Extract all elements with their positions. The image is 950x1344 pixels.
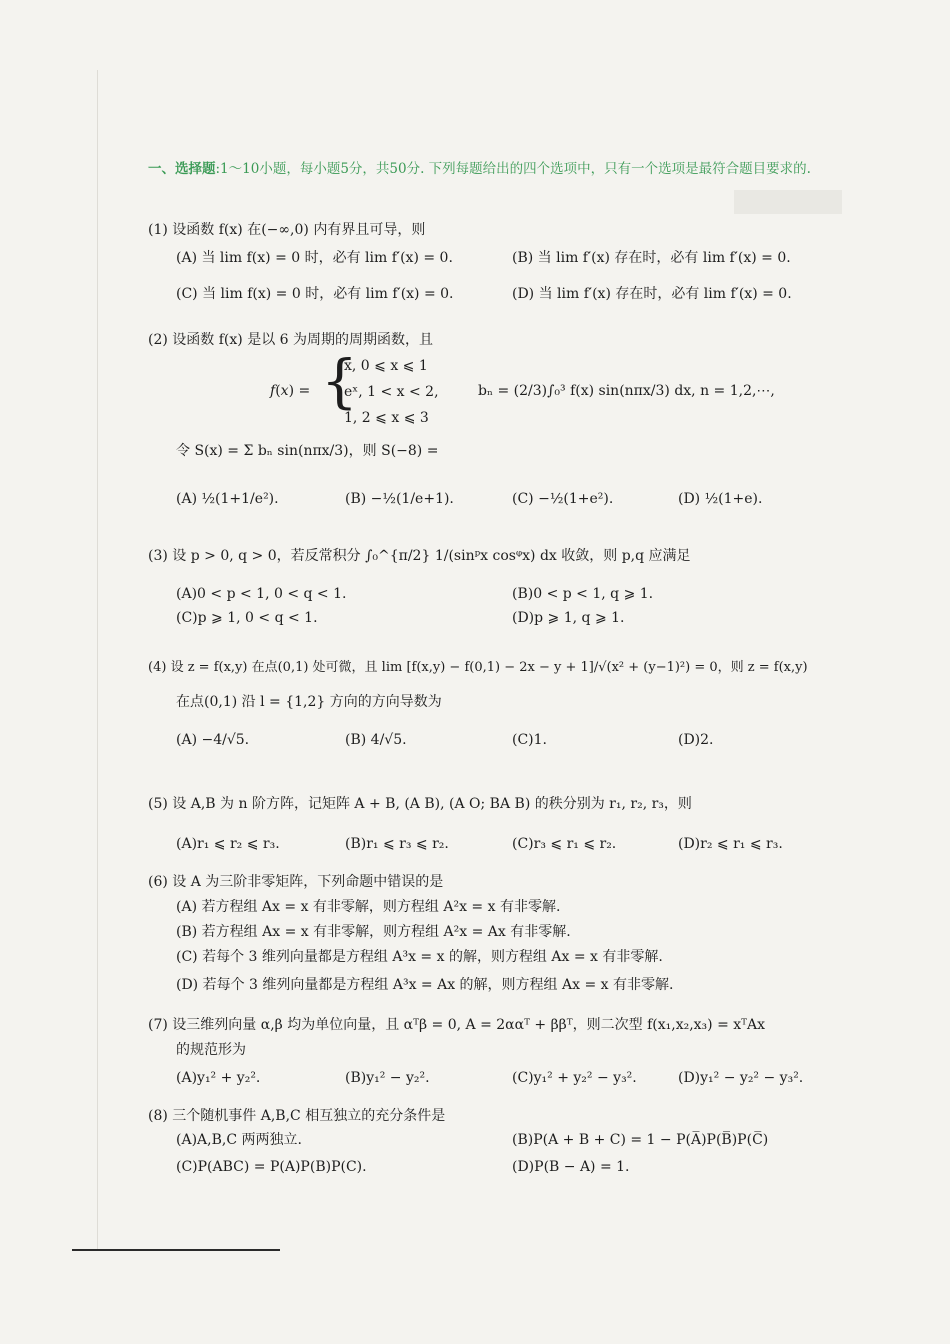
section-header [148, 158, 848, 181]
question-7-stem [148, 1015, 765, 1035]
q6-option-c: (C) 若每个 3 维列向量都是方程组 A³x = x 的解，则方程组 Ax = x 有非零解. [176, 949, 663, 965]
q3-option-a: (A)0 < p < 1, 0 < q < 1. [176, 586, 347, 602]
series-definition: 令 S(x) = Σ bₙ sin(nπx/3)，则 S(−8) = [176, 443, 439, 459]
q5-option-b: (B)r₁ ⩽ r₃ ⩽ r₂. [345, 836, 449, 852]
fourier-coefficient: bₙ = (2/3)∫₀³ f(x) sin(nπx/3) dx, n = 1,2,⋯, [478, 383, 775, 399]
q8-option-a: (A)A,B,C 两两独立. [176, 1132, 302, 1148]
q1-option-c: (C) 当 lim f(x) = 0 时，必有 lim f′(x) = 0. [176, 286, 454, 302]
q3-option-b: (B)0 < p < 1, q ⩾ 1. [512, 586, 654, 602]
piecewise-row-3: 1, 2 ⩽ x ⩽ 3 [344, 410, 429, 426]
question-1-stem [148, 220, 425, 240]
question-number: (7) [148, 1017, 168, 1033]
q6-option-a: (A) 若方程组 Ax = x 有非零解，则方程组 A²x = x 有非零解. [176, 899, 561, 915]
question-number: (5) [148, 796, 168, 812]
question-6-stem [148, 872, 443, 892]
q4-option-a: (A) −4/√5. [176, 732, 250, 748]
question-text: 设三维列向量 α,β 均为单位向量，且 αᵀβ = 0, A = 2ααᵀ + ββᵀ，则二次型 f(x₁,x₂,x₃) = xᵀAx [172, 1017, 766, 1033]
question-8-stem [148, 1106, 445, 1126]
q6-option-b: (B) 若方程组 Ax = x 有非零解，则方程组 A²x = Ax 有非零解. [176, 924, 571, 940]
q8-option-b: (B)P(A + B + C) = 1 − P(A̅)P(B̅)P(C̅) [512, 1132, 769, 1148]
section-title: 一、选择题 [148, 161, 216, 177]
q5-option-a: (A)r₁ ⩽ r₂ ⩽ r₃. [176, 836, 280, 852]
q1-option-d: (D) 当 lim f′(x) 存在时，必有 lim f′(x) = 0. [512, 286, 792, 302]
q2-option-b: (B) −½(1/e+1). [345, 491, 454, 507]
q7-option-c: (C)y₁² + y₂² − y₃². [512, 1070, 637, 1086]
question-text: 设 A 为三阶非零矩阵，下列命题中错误的是 [172, 874, 444, 890]
q3-option-c: (C)p ⩾ 1, 0 < q < 1. [176, 610, 318, 626]
q3-option-d: (D)p ⩾ 1, q ⩾ 1. [512, 610, 625, 626]
question-2-stem [148, 330, 433, 350]
question-text: 设 p > 0, q > 0，若反常积分 ∫₀^{π/2} 1/(sinᵖx cosᵠx) dx 收敛，则 p,q 应满足 [172, 548, 691, 564]
question-number: (8) [148, 1108, 168, 1124]
q4-stem-continued: 在点(0,1) 沿 l = {1,2} 方向的方向导数为 [176, 694, 442, 710]
section-instructions: :1～10小题，每小题5分，共50分. 下列每题给出的四个选项中，只有一个选项是最符合题目要求的. [215, 161, 811, 177]
function-label: f(x) = [270, 383, 311, 399]
q1-option-a: (A) 当 lim f(x) = 0 时，必有 lim f′(x) = 0. [176, 250, 453, 266]
piecewise-row-1: x, 0 ⩽ x ⩽ 1 [344, 358, 428, 374]
question-5-stem [148, 794, 692, 814]
q5-option-d: (D)r₂ ⩽ r₁ ⩽ r₃. [678, 836, 783, 852]
q4-option-d: (D)2. [678, 732, 714, 748]
question-text: 设 z = f(x,y) 在点(0,1) 处可微，且 lim [f(x,y) − f(0,1) − 2x − y + 1]/√(x² + (y−1)²) = 0，则 z = f(x,y) [170, 660, 808, 675]
question-number: (6) [148, 874, 168, 890]
q4-option-c: (C)1. [512, 732, 547, 748]
q1-option-b: (B) 当 lim f′(x) 存在时，必有 lim f′(x) = 0. [512, 250, 791, 266]
q7-stem-continued: 的规范形为 [176, 1042, 246, 1058]
question-number: (4) [148, 660, 167, 675]
question-number: (2) [148, 332, 168, 348]
q6-option-d: (D) 若每个 3 维列向量都是方程组 A³x = Ax 的解，则方程组 Ax = x 有非零解. [176, 977, 674, 993]
q7-option-d: (D)y₁² − y₂² − y₃². [678, 1070, 804, 1086]
question-3-stem [148, 546, 691, 566]
q2-option-d: (D) ½(1+e). [678, 491, 763, 507]
q7-option-a: (A)y₁² + y₂². [176, 1070, 261, 1086]
question-number: (3) [148, 548, 168, 564]
question-text: 设函数 f(x) 在(−∞,0) 内有界且可导，则 [172, 222, 426, 238]
scan-smudge [734, 190, 842, 214]
q5-option-c: (C)r₃ ⩽ r₁ ⩽ r₂. [512, 836, 617, 852]
q2-option-c: (C) −½(1+e²). [512, 491, 614, 507]
question-text: 设 A,B 为 n 阶方阵，记矩阵 A + B, (A B), (A O; BA B) 的秩分别为 r₁, r₂, r₃，则 [172, 796, 692, 812]
q8-option-d: (D)P(B − A) = 1. [512, 1159, 630, 1175]
q8-option-c: (C)P(ABC) = P(A)P(B)P(C). [176, 1159, 367, 1175]
question-number: (1) [148, 222, 168, 238]
piecewise-brace: { [321, 347, 358, 415]
piecewise-row-2: eˣ, 1 < x < 2, [344, 384, 439, 400]
q2-option-a: (A) ½(1+1/e²). [176, 491, 279, 507]
q7-option-b: (B)y₁² − y₂². [345, 1070, 430, 1086]
question-text: 设函数 f(x) 是以 6 为周期的周期函数，且 [172, 332, 434, 348]
footer-rule [72, 1249, 280, 1251]
q4-option-b: (B) 4/√5. [345, 732, 407, 748]
margin-line [97, 70, 98, 1250]
question-text: 三个随机事件 A,B,C 相互独立的充分条件是 [172, 1108, 446, 1124]
question-4-stem [148, 658, 808, 678]
